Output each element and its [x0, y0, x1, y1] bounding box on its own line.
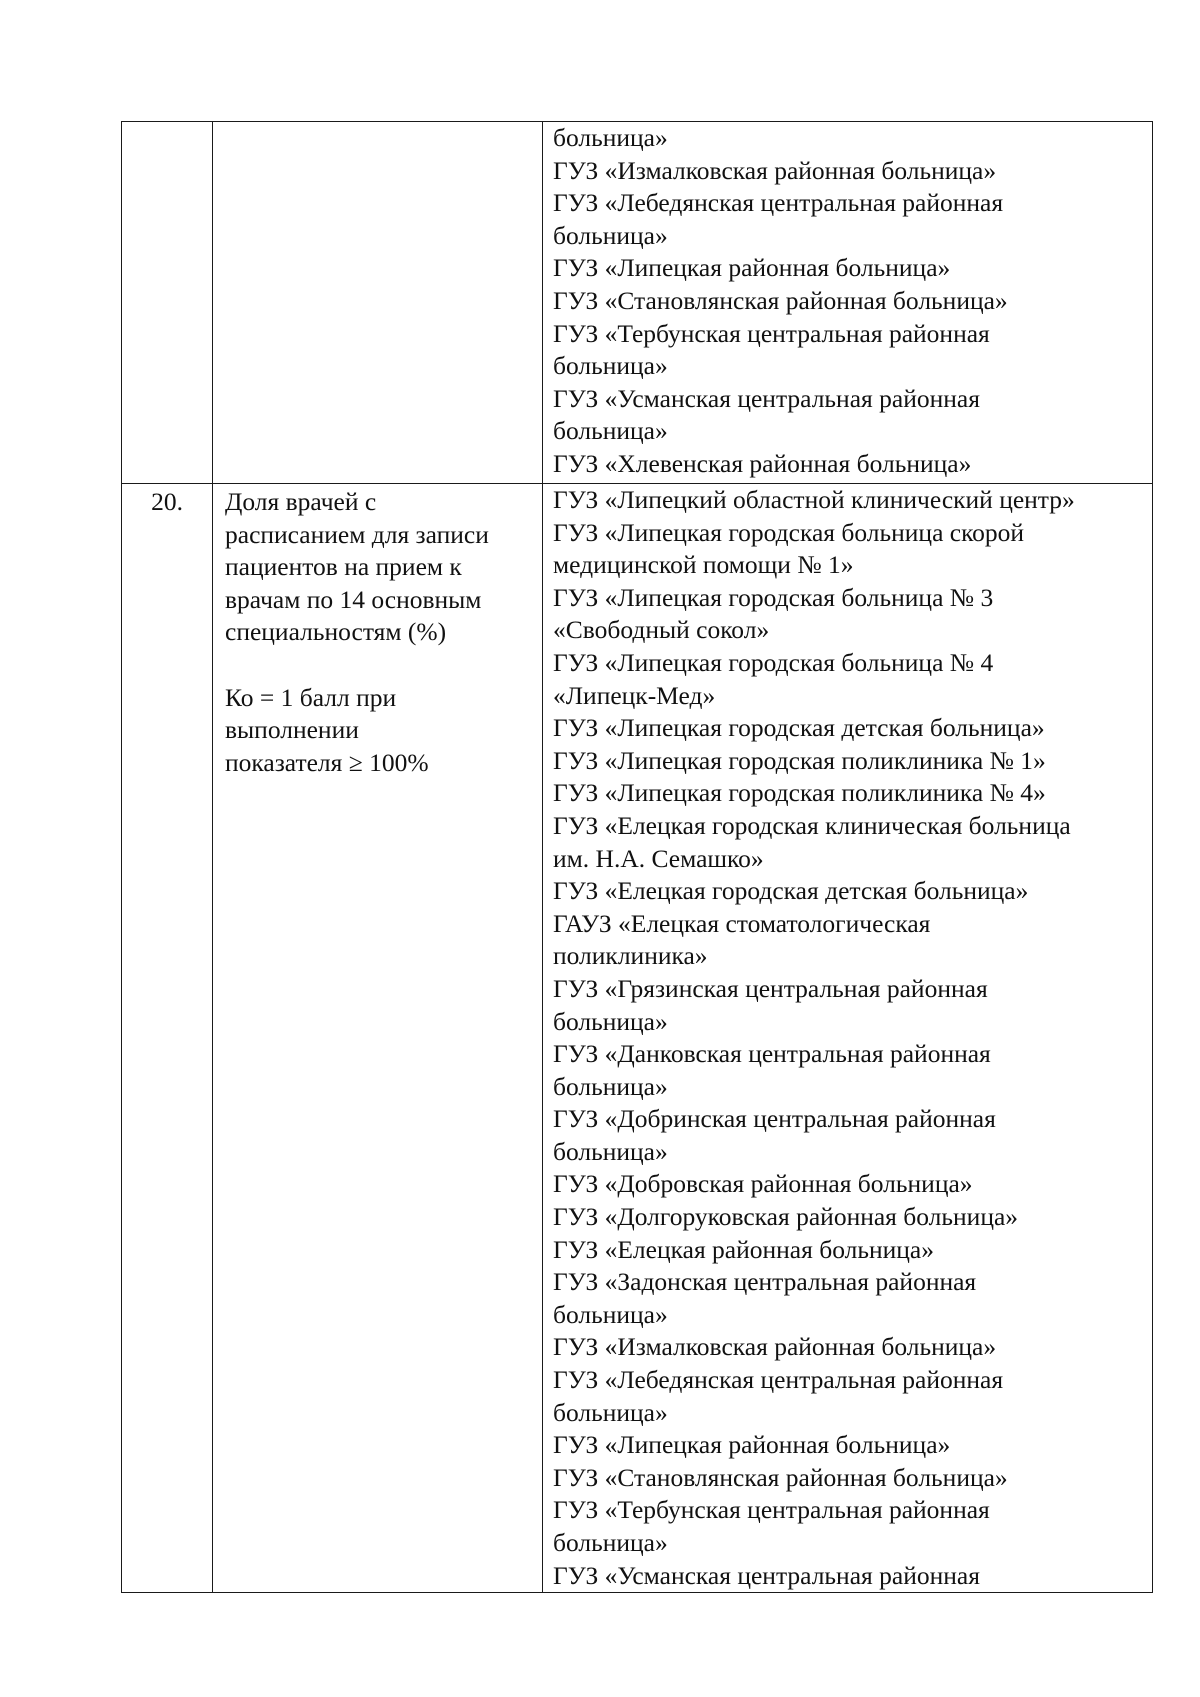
- list-item: больница»: [553, 1071, 668, 1101]
- list-item: ГУЗ «Усманская центральная районная: [553, 383, 980, 413]
- list-item: ГУЗ «Липецкая городская поликлиника № 1»: [553, 745, 1046, 775]
- indicators-table: [121, 121, 1153, 1593]
- organizations-cell: [543, 484, 1153, 1593]
- list-item: ГАУЗ «Елецкая стоматологическая: [553, 908, 931, 938]
- list-item: больница»: [553, 1397, 668, 1427]
- table-row-continuation: [122, 122, 1153, 484]
- list-item: ГУЗ «Задонская центральная районная: [553, 1267, 977, 1297]
- list-item: медицинской помощи № 1»: [553, 550, 854, 580]
- list-item: ГУЗ «Добринская центральная районная: [553, 1104, 996, 1134]
- list-item: ГУЗ «Липецкая городская поликлиника № 4»: [553, 778, 1046, 808]
- list-item: «Свободный сокол»: [553, 615, 770, 645]
- number-cell: [122, 484, 213, 1593]
- list-item: поликлиника»: [553, 941, 708, 971]
- list-item: больница»: [553, 416, 668, 446]
- number-cell: [122, 122, 213, 484]
- list-item: ГУЗ «Липецкая городская больница № 4: [553, 647, 994, 677]
- list-item: ГУЗ «Усманская центральная районная: [553, 1560, 980, 1590]
- list-item: ГУЗ «Липецкая районная больница»: [553, 253, 951, 283]
- list-item: ГУЗ «Лебедянская центральная районная: [553, 188, 1004, 218]
- indicator-line: врачам по 14 основным: [225, 584, 482, 614]
- list-item: ГУЗ «Грязинская центральная районная: [553, 973, 988, 1003]
- organizations-cell: [543, 122, 1153, 484]
- list-item: ГУЗ «Липецкая городская детская больница»: [553, 713, 1045, 743]
- list-item: ГУЗ «Данковская центральная районная: [553, 1039, 991, 1069]
- list-item: ГУЗ «Елецкая городская клиническая больница: [553, 810, 1071, 840]
- indicator-line: специальностям (%): [225, 617, 447, 647]
- indicator-cell: [213, 122, 543, 484]
- list-item: ГУЗ «Хлевенская районная больница»: [553, 448, 972, 478]
- list-item: ГУЗ «Липецкая городская больница скорой: [553, 517, 1025, 547]
- list-item: больница»: [553, 1136, 668, 1166]
- score-line: показателя ≥ 100%: [225, 747, 429, 777]
- list-item: больница»: [553, 351, 668, 381]
- list-item: ГУЗ «Становлянская районная больница»: [553, 285, 1008, 315]
- list-item: ГУЗ «Тербунская центральная районная: [553, 318, 990, 348]
- indicator-cell: [213, 484, 543, 1593]
- paragraph-gap: [225, 649, 536, 682]
- list-item: ГУЗ «Становлянская районная больница»: [553, 1462, 1008, 1492]
- indicator-line: расписанием для записи: [225, 519, 489, 549]
- list-item: ГУЗ «Липецкий областной клинический центр»: [553, 485, 1075, 514]
- list-item: «Липецк-Мед»: [553, 680, 716, 710]
- list-item: больница»: [553, 123, 668, 152]
- score-line: Ко = 1 балл при: [225, 682, 397, 712]
- indicator-line: Доля врачей с: [225, 487, 377, 516]
- list-item: ГУЗ «Долгоруковская районная больница»: [553, 1202, 1019, 1232]
- list-item: ГУЗ «Добровская районная больница»: [553, 1169, 973, 1199]
- list-item: больница»: [553, 1006, 668, 1036]
- list-item: ГУЗ «Елецкая районная больница»: [553, 1234, 934, 1264]
- list-item: больница»: [553, 220, 668, 250]
- list-item: больница»: [553, 1299, 668, 1329]
- list-item: им. Н.А. Семашко»: [553, 843, 764, 873]
- list-item: ГУЗ «Елецкая городская детская больница»: [553, 876, 1029, 906]
- table-row-20: [122, 484, 1153, 1593]
- row-number: [122, 122, 212, 124]
- list-item: ГУЗ «Лебедянская центральная районная: [553, 1365, 1004, 1395]
- list-item: ГУЗ «Измалковская районная больница»: [553, 155, 997, 185]
- list-item: ГУЗ «Липецкая районная больница»: [553, 1430, 951, 1460]
- list-item: больница»: [553, 1528, 668, 1557]
- list-item: ГУЗ «Тербунская центральная районная: [553, 1495, 990, 1525]
- list-item: ГУЗ «Липецкая городская больница № 3: [553, 582, 994, 612]
- list-item: ГУЗ «Измалковская районная больница»: [553, 1332, 997, 1362]
- row-number: 20.: [151, 487, 183, 516]
- score-line: выполнении: [225, 715, 359, 745]
- indicator-line: пациентов на прием к: [225, 552, 462, 582]
